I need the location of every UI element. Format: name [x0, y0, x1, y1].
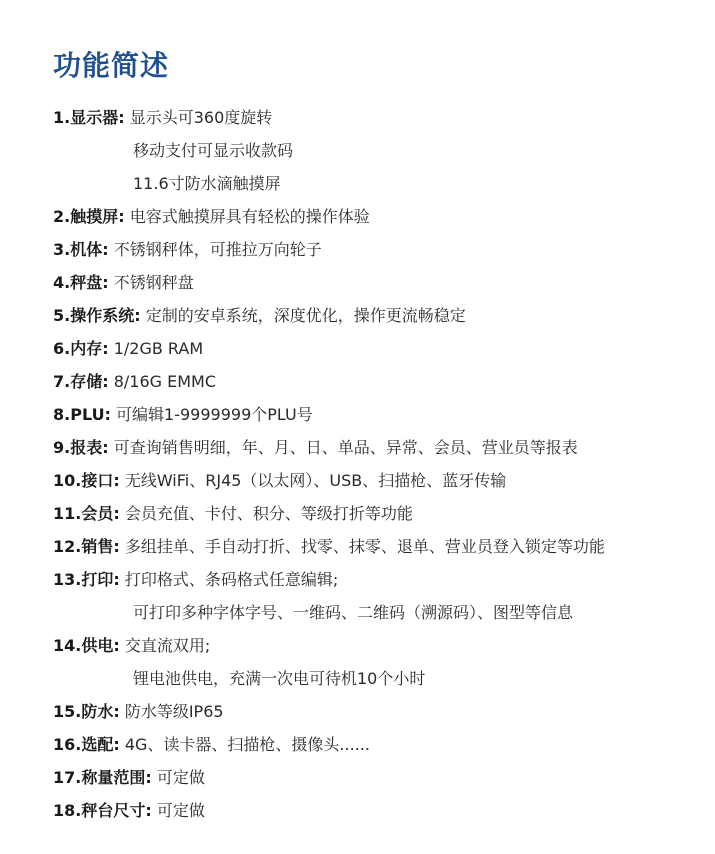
spec-item-continuation	[53, 167, 715, 200]
spec-label: 14.供电:	[53, 636, 120, 655]
spec-item	[53, 200, 715, 233]
spec-item	[53, 398, 715, 431]
spec-value: 可编辑1-9999999个PLU号	[110, 405, 313, 424]
spec-item	[53, 761, 715, 794]
spec-item	[53, 728, 715, 761]
spec-value: 4G、读卡器、扫描枪、摄像头......	[119, 735, 370, 754]
spec-label: 3.机体:	[53, 240, 109, 259]
spec-value: 可打印多种字体字号、一维码、二维码（溯源码）、图型等信息	[133, 603, 574, 622]
spec-item-continuation	[53, 134, 715, 167]
spec-value: 不锈钢秤盘	[108, 273, 194, 292]
spec-value: 防水等级IP65	[119, 702, 224, 721]
spec-value: 可定做	[151, 768, 205, 787]
spec-label: 9.报表:	[53, 438, 109, 457]
spec-item	[53, 299, 715, 332]
spec-label: 6.内存:	[53, 339, 109, 358]
spec-value: 不锈钢秤体，可推拉万向轮子	[108, 240, 322, 259]
spec-item-continuation	[53, 596, 715, 629]
page-title: 功能简述	[53, 49, 170, 82]
spec-label: 1.显示器:	[53, 108, 125, 127]
spec-item	[53, 233, 715, 266]
spec-value: 显示头可360度旋转	[124, 108, 273, 127]
spec-label: 15.防水:	[53, 702, 120, 721]
spec-value: 会员充值、卡付、积分、等级打折等功能	[119, 504, 413, 523]
spec-value: 8/16G EMMC	[108, 372, 217, 391]
spec-label: 5.操作系统:	[53, 306, 141, 325]
spec-label: 10.接口:	[53, 471, 120, 490]
spec-label: 2.触摸屏:	[53, 207, 125, 226]
spec-item	[53, 464, 715, 497]
spec-value: 定制的安卓系统，深度优化，操作更流畅稳定	[140, 306, 466, 325]
spec-value: 电容式触摸屏具有轻松的操作体验	[124, 207, 370, 226]
spec-value: 打印格式、条码格式任意编辑;	[119, 570, 339, 589]
spec-list	[53, 101, 715, 827]
spec-item	[53, 629, 715, 662]
spec-value: 1/2GB RAM	[108, 339, 204, 358]
spec-label: 12.销售:	[53, 537, 120, 556]
spec-item	[53, 563, 715, 596]
spec-item	[53, 695, 715, 728]
spec-value: 可查询销售明细，年、月、日、单品、异常、会员、营业员等报表	[108, 438, 578, 457]
spec-item	[53, 332, 715, 365]
spec-label: 7.存储:	[53, 372, 109, 391]
spec-item	[53, 530, 715, 563]
spec-item	[53, 497, 715, 530]
spec-label: 18.秤台尺寸:	[53, 801, 152, 820]
spec-label: 11.会员:	[53, 504, 120, 523]
spec-label: 4.秤盘:	[53, 273, 109, 292]
spec-label: 16.选配:	[53, 735, 120, 754]
spec-value: 多组挂单、手自动打折、找零、抹零、退单、营业员登入锁定等功能	[119, 537, 605, 556]
spec-item-continuation	[53, 662, 715, 695]
spec-item	[53, 794, 715, 827]
spec-item	[53, 431, 715, 464]
spec-label: 17.称量范围:	[53, 768, 152, 787]
spec-value: 无线WiFi、RJ45（以太网）、USB、扫描枪、蓝牙传输	[119, 471, 507, 490]
spec-value: 11.6寸防水滴触摸屏	[133, 174, 281, 193]
spec-label: 8.PLU:	[53, 405, 111, 424]
spec-value: 可定做	[151, 801, 205, 820]
spec-item	[53, 365, 715, 398]
spec-value: 交直流双用;	[119, 636, 211, 655]
spec-item	[53, 266, 715, 299]
spec-value: 移动支付可显示收款码	[133, 141, 294, 160]
spec-label: 13.打印:	[53, 570, 120, 589]
spec-item	[53, 101, 715, 134]
spec-value: 锂电池供电，充满一次电可待机10个小时	[133, 669, 426, 688]
